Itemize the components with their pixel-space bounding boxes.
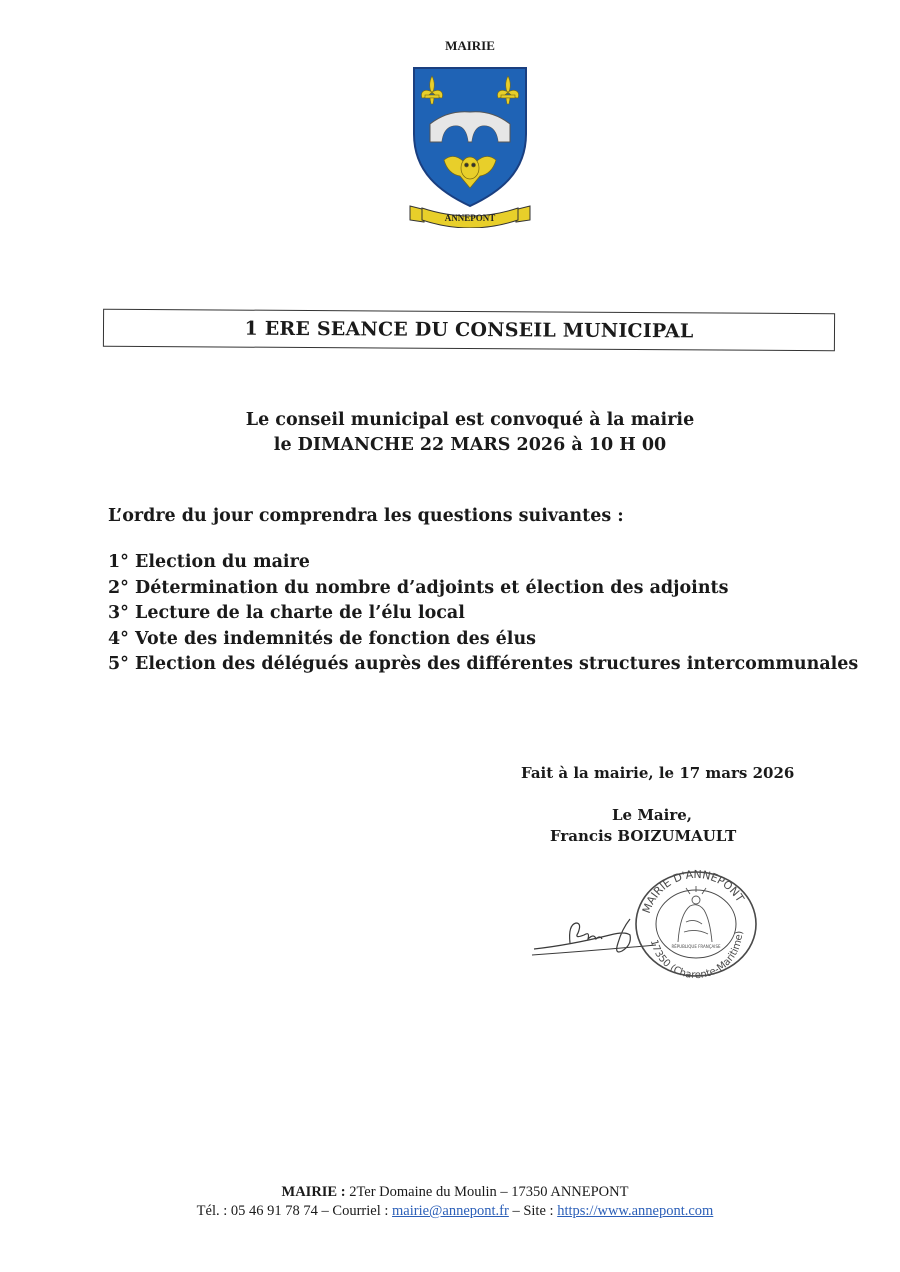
footer-address-line: [0, 1184, 900, 1201]
footer-email-label: – Courriel :: [321, 1203, 389, 1219]
agenda-item: 2° Détermination du nombre d’adjoints et élection des adjoints: [108, 577, 729, 598]
page-title: 1 ERE SEANCE DU CONSEIL MUNICIPAL: [244, 317, 694, 343]
stamp-bottom-text: 17350 (Charente-Maritime): [647, 930, 746, 980]
svg-text:17350 (Charente-Maritime): [648, 931, 745, 980]
signer-name: Francis BOIZUMAULT: [550, 827, 737, 845]
convocation-line-2: le DIMANCHE 22 MARS 2026 à 10 H 00: [273, 435, 667, 455]
footer-address: 2Ter Domaine du Moulin – 17350 ANNEPONT: [349, 1184, 629, 1200]
footer-email-link[interactable]: mairie@annepont.fr: [392, 1203, 509, 1219]
footer-tel-label: Tél. :: [196, 1203, 228, 1219]
footer-site-label: – Site :: [512, 1203, 554, 1219]
convocation-line-1: Le conseil municipal est convoqué à la mairie: [245, 410, 695, 430]
footer-tel: 05 46 91 78 74: [230, 1203, 318, 1219]
stamp-ring-text: MAIRIE D'ANNEPONT: [639, 867, 747, 916]
agenda-list: [108, 550, 858, 678]
bridge-icon: [430, 112, 510, 142]
header-label: MAIRIE: [445, 38, 495, 53]
crest-banner: [410, 206, 530, 228]
marianne-icon: [678, 886, 712, 942]
footer-contact-line: [0, 1203, 900, 1220]
agenda-item: 4° Vote des indemnités de fonction des élus: [108, 628, 537, 649]
agenda-item: 5° Election des délégués auprès des différentes structures intercommunales: [108, 654, 859, 674]
svg-text:MAIRIE D'ANNEPONT: [640, 868, 747, 915]
footer-site-link[interactable]: https://www.annepont.com: [557, 1203, 714, 1219]
crest-logo: [408, 64, 532, 228]
place-date: Fait à la mairie, le 17 mars 2026: [521, 764, 795, 782]
signer-role: Le Maire,: [612, 806, 693, 824]
footer-label: MAIRIE :: [281, 1184, 346, 1200]
agenda-item: 3° Lecture de la charte de l’élu local: [108, 603, 465, 623]
stamp-inner-text: RÉPUBLIQUE FRANÇAISE: [671, 944, 721, 949]
crest-banner-text: ANNEPONT: [444, 213, 496, 223]
agenda-item: 1° Election du maire: [108, 552, 310, 572]
title-box: [103, 309, 835, 351]
mairie-stamp: [628, 862, 764, 980]
agenda-intro: L’ordre du jour comprendra les questions suivantes :: [108, 506, 624, 526]
